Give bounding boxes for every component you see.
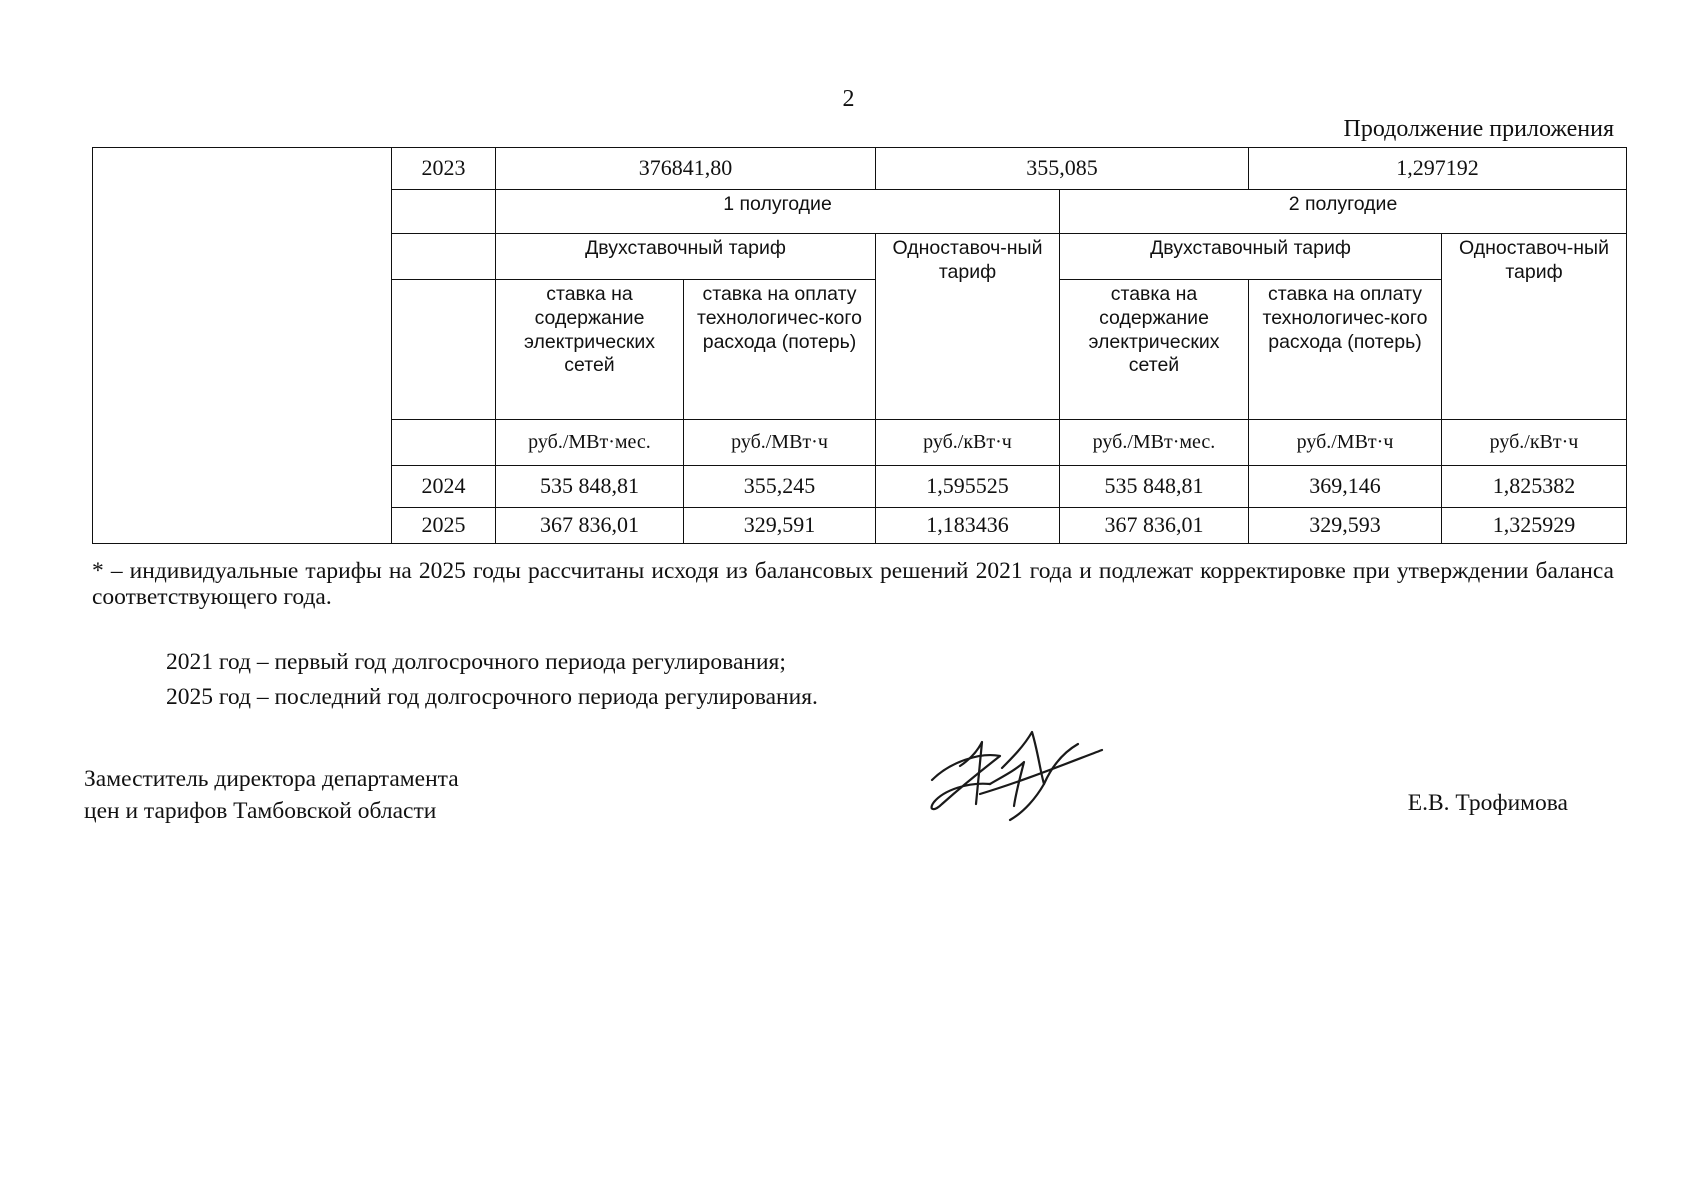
value-cell: 1,183436 bbox=[876, 508, 1060, 544]
handwritten-signature bbox=[920, 722, 1110, 822]
value-cell: 376841,80 bbox=[496, 148, 876, 190]
value-cell: 1,325929 bbox=[1442, 508, 1627, 544]
regulation-notes bbox=[166, 645, 818, 716]
empty-cell bbox=[392, 190, 496, 234]
value-cell: 367 836,01 bbox=[496, 508, 684, 544]
footnote: * – индивидуальные тарифы на 2025 годы рассчитаны исходя из балансовых решений 2021 года и подлежат корректировке при утверждении баланса соответствующего года. bbox=[92, 558, 1614, 611]
value-cell: 329,591 bbox=[684, 508, 876, 544]
unit-cell: руб./МВт·ч bbox=[684, 420, 876, 466]
year-cell: 2025 bbox=[392, 508, 496, 544]
value-cell: 367 836,01 bbox=[1060, 508, 1249, 544]
value-cell: 329,593 bbox=[1249, 508, 1442, 544]
signer-position-line: цен и тарифов Тамбовской области bbox=[84, 797, 437, 824]
value-cell: 355,245 bbox=[684, 466, 876, 508]
maintenance-rate-label: ставка на содержание электрических сетей bbox=[496, 280, 684, 420]
continuation-label: Продолжение приложения bbox=[1343, 116, 1614, 142]
one-rate-label: Одноставоч-ный тариф bbox=[1442, 234, 1627, 420]
loss-rate-label: ставка на оплату технологичес-кого расхода (потерь) bbox=[1249, 280, 1442, 420]
unit-cell: руб./МВт·мес. bbox=[496, 420, 684, 466]
blank-left-cell bbox=[93, 148, 392, 544]
note-first-year: 2021 год – первый год долгосрочного периода регулирования; bbox=[166, 649, 786, 675]
empty-cell bbox=[392, 234, 496, 280]
unit-cell: руб./МВт·мес. bbox=[1060, 420, 1249, 466]
value-cell: 1,595525 bbox=[876, 466, 1060, 508]
empty-cell bbox=[392, 420, 496, 466]
note-last-year: 2025 год – последний год долгосрочного периода регулирования. bbox=[166, 684, 818, 711]
value-cell: 369,146 bbox=[1249, 466, 1442, 508]
two-rate-label: Двухставочный тариф bbox=[1060, 234, 1442, 280]
year-cell: 2023 bbox=[392, 148, 496, 190]
unit-cell: руб./кВт·ч bbox=[1442, 420, 1627, 466]
value-cell: 1,825382 bbox=[1442, 466, 1627, 508]
year-cell: 2024 bbox=[392, 466, 496, 508]
empty-cell bbox=[392, 280, 496, 420]
value-cell: 1,297192 bbox=[1249, 148, 1627, 190]
unit-cell: руб./МВт·ч bbox=[1249, 420, 1442, 466]
page-number: 2 bbox=[842, 86, 855, 112]
half-2-label: 2 полугодие bbox=[1060, 190, 1627, 234]
signer-position bbox=[84, 764, 459, 828]
one-rate-label: Одноставоч-ный тариф bbox=[876, 234, 1060, 420]
tariff-table bbox=[92, 147, 1627, 544]
signer-position-line: Заместитель директора департамента bbox=[84, 766, 459, 792]
loss-rate-label: ставка на оплату технологичес-кого расхода (потерь) bbox=[684, 280, 876, 420]
maintenance-rate-label: ставка на содержание электрических сетей bbox=[1060, 280, 1249, 420]
value-cell: 535 848,81 bbox=[1060, 466, 1249, 508]
two-rate-label: Двухставочный тариф bbox=[496, 234, 876, 280]
value-cell: 535 848,81 bbox=[496, 466, 684, 508]
signer-name: Е.В. Трофимова bbox=[1407, 790, 1568, 816]
half-1-label: 1 полугодие bbox=[496, 190, 1060, 234]
value-cell: 355,085 bbox=[876, 148, 1249, 190]
table-row-2023 bbox=[93, 148, 1627, 190]
unit-cell: руб./кВт·ч bbox=[876, 420, 1060, 466]
